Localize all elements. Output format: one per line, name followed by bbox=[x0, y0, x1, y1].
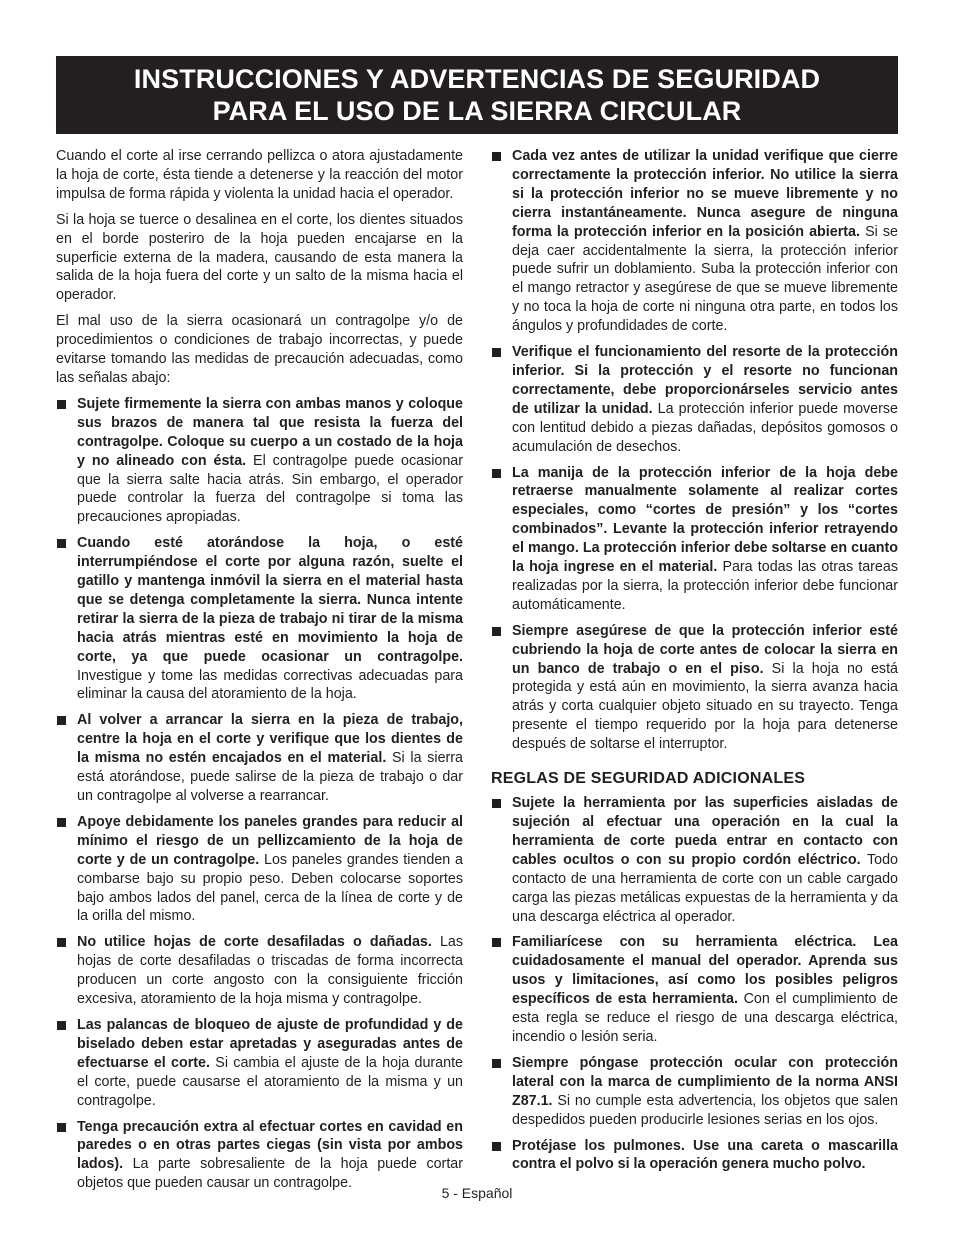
square-bullet-icon bbox=[492, 469, 501, 478]
bullet-bold-text: Cuando esté atorándose la hoja, o esté interrumpiéndose el corte por alguna razón, suelte el gatillo y mantenga inmóvil la sierra en el material hasta que se detenga completamente la sierra. Nunca intente retirar la sierra de la pieza de trabajo ni tirar de la misma hacia atrás mientras esté en movimiento la hoja de corte, ya que puede ocasionar un contragolpe. bbox=[77, 535, 463, 665]
right-column bbox=[491, 147, 898, 1181]
list-item bbox=[491, 1137, 898, 1175]
page-title-line-1: INSTRUCCIONES Y ADVERTENCIAS DE SEGURIDAD bbox=[133, 64, 821, 94]
square-bullet-icon bbox=[492, 1059, 501, 1068]
bullet-text: Si la hoja no está protegida y está aún en movimiento, la sierra avanza hacia atrás y corta cualquier objeto situado en su trayecto. Tenga presente el tiempo requerido por la hoja para detenerse después de soltarse el interruptor. bbox=[512, 660, 898, 753]
list-item bbox=[491, 933, 898, 1046]
bullet-bold-text: Cada vez antes de utilizar la unidad verifique que cierre correctamente la protección inferior. No utilice la sierra si la protección inferior no se mueve libremente y no cierra instantáneamente. Nunca asegure de ninguna forma la protección inferior en la posición abierta. bbox=[512, 148, 898, 240]
bullet-bold-text: Protéjase los pulmones. Use una careta o mascarilla contra el polvo si la operación genera mucho polvo. bbox=[512, 1137, 898, 1173]
square-bullet-icon bbox=[57, 1021, 66, 1030]
square-bullet-icon bbox=[57, 818, 66, 827]
list-item bbox=[56, 1118, 463, 1194]
bullet-bold-text: Siempre póngase protección ocular con protección lateral con la marca de cumplimiento de la norma ANSI Z87.1. bbox=[512, 1054, 898, 1109]
bullet-bold-text: Apoye debidamente los paneles grandes para reducir al mínimo el riesgo de un pellizcamiento de la hoja de corte y de un contragolpe. bbox=[77, 813, 463, 868]
page-title-line-2: PARA EL USO DE LA SIERRA CIRCULAR bbox=[212, 96, 742, 126]
section-heading: REGLAS DE SEGURIDAD ADICIONALES bbox=[491, 770, 806, 788]
bullet-bold-text: Al volver a arrancar la sierra en la pieza de trabajo, centre la hoja en el corte y verifique que los dientes de la misma no estén encajados en el material. bbox=[77, 712, 463, 767]
bullet-text: Para todas las otras tareas realizadas por la sierra, la protección inferior debe funcionar automáticamente. bbox=[512, 559, 898, 613]
bullet-bold-text: La manija de la protección inferior de la hoja debe retraerse manualmente solamente al realizar cortes especiales, como “cortes de presión” y los “cortes combinados”. Levante la protección inferior retrayendo el mango. La protección inferior debe soltarse en cuanto la hoja ingrese en el material. bbox=[512, 464, 898, 576]
square-bullet-icon bbox=[57, 539, 66, 548]
bullet-text: Si se deja caer accidentalmente la sierra, la protección inferior puede sufrir un doblamiento. Suba la protección inferior con el mango retractor y asegúrese de que se mueve libremente y no toca la hoja de corte ni ninguna otra parte, en todos los ángulos y profundidades de corte. bbox=[512, 223, 898, 335]
list-item bbox=[491, 622, 898, 754]
bullet-text: La protección inferior puede moverse con lentitud debido a piezas dañadas, depósitos gomosos o acumulación de desechos. bbox=[512, 400, 898, 455]
bullet-bold-text: No utilice hojas de corte desafiladas o dañadas. bbox=[77, 934, 432, 951]
left-column bbox=[56, 147, 463, 1200]
bullet-bold-text: Sujete firmemente la sierra con ambas manos y coloque sus brazos de manera tal que resista la fuerza del contragolpe. Coloque su cuerpo a un costado de la hoja y no alineado con ésta. bbox=[77, 395, 463, 469]
list-item bbox=[56, 395, 463, 527]
square-bullet-icon bbox=[492, 1142, 501, 1151]
square-bullet-icon bbox=[492, 348, 501, 357]
list-item bbox=[491, 1054, 898, 1130]
bullet-text: La parte sobresaliente de la hoja puede cortar objetos que pueden causar un contragolpe. bbox=[77, 1156, 463, 1192]
bullet-text: Investigue y tome las medidas correctivas adecuadas para eliminar la causa del atoramiento de la hoja. bbox=[77, 667, 463, 703]
bullet-bold-text: Tenga precaución extra al efectuar cortes en cavidad en paredes o en otras partes ciegas (sin vista por ambos lados). bbox=[77, 1118, 463, 1173]
square-bullet-icon bbox=[492, 799, 501, 808]
bullet-text: Las hojas de corte desafiladas o triscadas de forma incorrecta producen un corte angosto con la consiguiente fricción excesiva, atoramiento de la hoja misma y contragolpe. bbox=[77, 934, 464, 1008]
bullet-bold-text: Familiarícese con su herramienta eléctrica. Lea cuidadosamente el manual del operador. Aprenda sus usos y limitaciones, así como los posibles peligros específicos de esta herramienta. bbox=[512, 934, 898, 1008]
list-item bbox=[56, 933, 463, 1009]
bullet-bold-text: Las palancas de bloqueo de ajuste de profundidad y de biselado deben estar apretadas y aseguradas antes de efectuarse el corte. bbox=[77, 1016, 463, 1071]
square-bullet-icon bbox=[57, 400, 66, 409]
list-item bbox=[56, 534, 463, 704]
intro-paragraph: Cuando el corte al irse cerrando pellizca o atora ajustadamente la hoja de corte, ésta tiende a detenerse y la reacción del motor impulsa de forma rápida y violenta la unidad hacia el operador. bbox=[56, 148, 463, 202]
bullet-text: Si cambia el ajuste de la hoja durante el corte, puede causarse el atoramiento de la misma y un contragolpe. bbox=[77, 1054, 464, 1109]
square-bullet-icon bbox=[57, 938, 66, 947]
page-title-banner bbox=[56, 56, 898, 134]
bullet-text: El contragolpe puede ocasionar que la sierra salte hacia atrás. Sin embargo, el operador puede controlar la fuerza del contragolpe si toma las precauciones apropiadas. bbox=[77, 452, 463, 526]
list-item bbox=[491, 464, 898, 615]
list-item bbox=[56, 1016, 463, 1111]
kickback-precautions-list bbox=[56, 395, 463, 1193]
bullet-text: Si no cumple esta advertencia, los objetos que salen despedidos pueden producirle lesiones serias en los ojos. bbox=[512, 1092, 898, 1128]
lower-guard-list bbox=[491, 147, 898, 754]
bullet-text: Si la sierra está atorándose, puede salirse de la pieza de trabajo o dar un contragolpe al volverse a rearrancar. bbox=[77, 750, 463, 804]
square-bullet-icon bbox=[492, 152, 501, 161]
page-number: 5 - Español bbox=[441, 1185, 513, 1201]
list-item bbox=[491, 794, 898, 926]
square-bullet-icon bbox=[57, 716, 66, 725]
bullet-bold-text: Sujete la herramienta por las superficies aisladas de sujeción al efectuar una operación en la cual la herramienta de corte pueda entrar en contacto con cables ocultos o con su propio cordón eléctrico. bbox=[512, 795, 898, 868]
intro-paragraph: Si la hoja se tuerce o desalinea en el corte, los dientes situados en el borde posteriro de la hoja pueden encajarse en la superficie externa de la madera, causando de esta manera la salida de la hoja fuera del corte y un salto de la misma hacia el operador. bbox=[56, 211, 463, 304]
list-item bbox=[491, 147, 898, 336]
square-bullet-icon bbox=[492, 938, 501, 947]
bullet-text: Con el cumplimiento de esta regla se reduce el riesgo de una descarga eléctrica, incendio o lesión seria. bbox=[512, 991, 898, 1045]
bullet-bold-text: Siempre asegúrese de que la protección inferior esté cubriendo la hoja de corte antes de colocar la sierra en un banco de trabajo o en el piso. bbox=[512, 622, 898, 677]
list-item bbox=[491, 343, 898, 456]
bullet-text: Los paneles grandes tienden a combarse bajo su propio peso. Deben colocarse soportes bajo ambos lados del panel, cerca de la línea de corte y de la orilla del mismo. bbox=[77, 851, 463, 925]
square-bullet-icon bbox=[492, 627, 501, 636]
square-bullet-icon bbox=[57, 1123, 66, 1132]
bullet-bold-text: Verifique el funcionamiento del resorte de la protección inferior. Si la protección y el resorte no funcionan correctamente, debe proporcionárseles servicio antes de utilizar la unidad. bbox=[512, 344, 898, 417]
additional-rules-list bbox=[491, 794, 898, 1174]
bullet-text: Todo contacto de una herramienta de corte con un cable cargado carga las piezas metálicas expuestas de la herramienta y da una descarga eléctrica al operador. bbox=[512, 851, 898, 925]
list-item bbox=[56, 813, 463, 926]
intro-paragraph: El mal uso de la sierra ocasionará un contragolpe y/o de procedimientos o condiciones de trabajo incorrectas, y puede evitarse tomando las medidas de precaución adecuadas, como las señalas abajo: bbox=[56, 313, 463, 386]
list-item bbox=[56, 711, 463, 806]
